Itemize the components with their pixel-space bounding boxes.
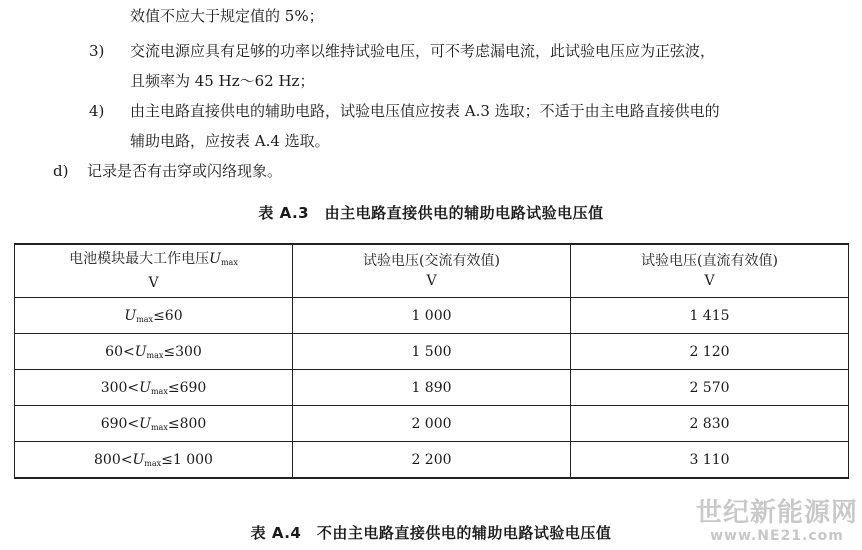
header-ac-unit: V (426, 273, 437, 289)
header-ac-label: 试验电压(交流有效值) (363, 253, 500, 269)
ac-value-cell: 1 500 (293, 334, 571, 370)
range-cell: $300<U_{max}\le 690$ (15, 370, 293, 406)
header-ac-voltage (293, 244, 571, 298)
ac-value-cell: 2 000 (293, 406, 571, 442)
item-3-line-1: 交流电源应具有足够的功率以维持试验电压，可不考虑漏电流，此试验电压应为正弦波， (130, 42, 716, 60)
item-3-line-2: 且频率为 45 Hz～62 Hz； (130, 72, 315, 90)
table-row (15, 298, 849, 334)
continuation-line: 效值不应大于规定值的 5%； (130, 7, 324, 25)
header-sub-max: max (220, 258, 238, 267)
item-d-text: 记录是否有击穿或闪络现象。 (87, 162, 283, 180)
range-cell: $60<U_{max}\le 300$ (15, 334, 293, 370)
table-header-row (15, 244, 849, 298)
dc-value-cell: 2 570 (571, 370, 849, 406)
ac-value-cell: 1 890 (293, 370, 571, 406)
header-dc-label: 试验电压(直流有效值) (641, 253, 778, 269)
range-cell: $U_{max}\le 60$ (15, 298, 293, 334)
dc-value-cell: 1 415 (571, 298, 849, 334)
dc-value-cell: 2 120 (571, 334, 849, 370)
table-row (15, 334, 849, 370)
table-a3-caption: 表 A.3 由主电路直接供电的辅助电路试验电压值 (258, 204, 604, 222)
site-watermark (696, 498, 858, 544)
table-a4-caption: 表 A.4 不由主电路直接供电的辅助电路试验电压值 (250, 524, 612, 542)
item-4-number: 4) (89, 102, 105, 120)
table-row (15, 442, 849, 479)
header-max-voltage-label: 电池模块最大工作电压 (69, 251, 210, 267)
range-cell: $800<U_{max}\le 1$ 000 (15, 442, 293, 479)
item-4-line-1: 由主电路直接供电的辅助电路，试验电压值应按表 A.3 选取；不适于由主电路直接供电的 (130, 102, 720, 120)
dc-value-cell: 2 830 (571, 406, 849, 442)
header-dc-voltage (571, 244, 849, 298)
item-3-number: 3) (89, 42, 105, 60)
header-var-u: U (209, 251, 221, 267)
ac-value-cell: 2 200 (293, 442, 571, 479)
header-max-voltage-unit: V (148, 275, 159, 291)
ac-value-cell: 1 000 (293, 298, 571, 334)
header-max-voltage (15, 244, 293, 298)
table-row (15, 370, 849, 406)
table-a3 (14, 243, 849, 479)
dc-value-cell: 3 110 (571, 442, 849, 479)
range-cell: $690<U_{max}\le 800$ (15, 406, 293, 442)
watermark-line-2: www.NE21.com (710, 528, 844, 544)
item-4-line-2: 辅助电路，应按表 A.4 选取。 (130, 132, 330, 150)
item-d-number: d) (53, 162, 69, 180)
table-row (15, 406, 849, 442)
watermark-line-1: 世纪新能源网 (695, 498, 858, 528)
header-dc-unit: V (704, 273, 715, 289)
